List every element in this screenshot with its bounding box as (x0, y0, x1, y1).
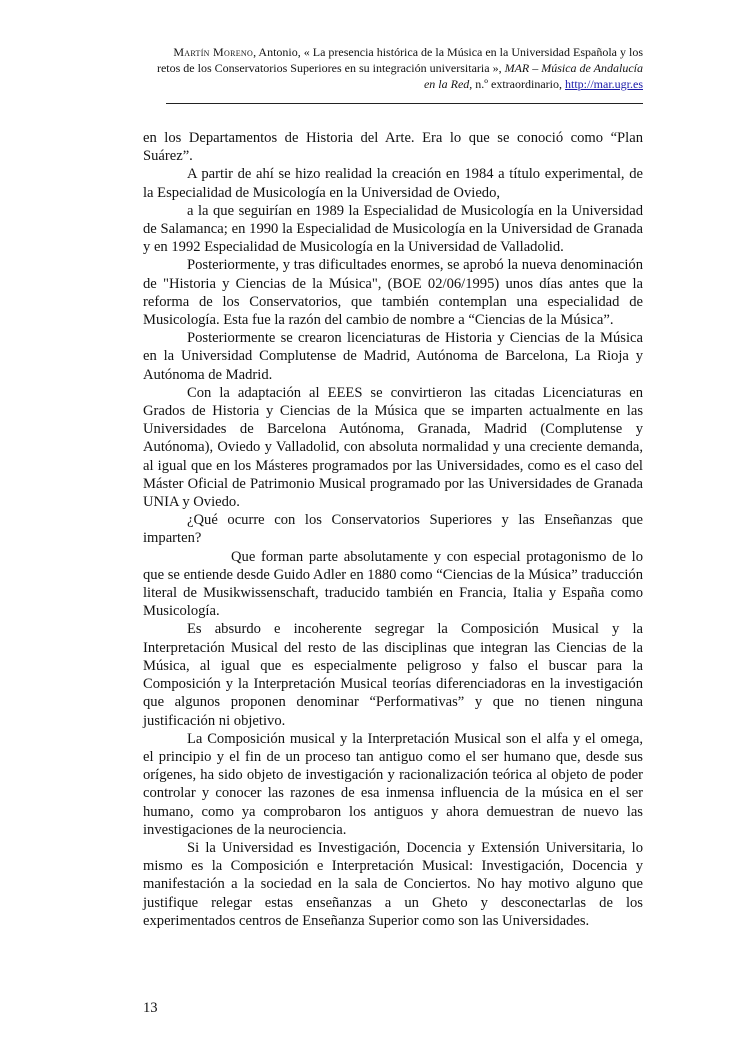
paragraph: Es absurdo e incoherente segregar la Composición Musical y la Interpretación Musical del resto de las disciplinas que integran las Ciencias de la Música, al igual que es especialmente peligroso y falso el buscar para la Composición y la Interpretación Musical teorías diferenciadoras en la investigación que algunos proponen denominar “Performativas” y que no tienen ninguna justificación ni objetivo. (143, 621, 643, 729)
header-divider (166, 103, 643, 104)
paragraph: Que forman parte absolutamente y con especial protagonismo de lo que se entiende desde Guido Adler en 1880 como “Ciencias de la Música” traducción literal de Musikwissenschaft, traducido también en Francia, Italia y España como Musicología. (143, 548, 643, 620)
header-journal: MAR – Música de Andalucía en la Red (423, 61, 643, 91)
body-text (143, 129, 643, 930)
header-url-link[interactable]: http://mar.ugr.es (565, 77, 643, 91)
running-header (150, 44, 643, 92)
paragraph: en los Departamentos de Historia del Arte. Era lo que se conoció como “Plan Suárez”. (143, 130, 643, 165)
header-citation: , Antonio, « La presencia histórica de la Música en la Universidad Española y los retos de los Conservatorios Superiores en su integración universitaria », (156, 45, 643, 75)
paragraph: La Composición musical y la Interpretación Musical son el alfa y el omega, el principio y el fin de un proceso tan antiguo como el ser humano que, desde sus orígenes, ha sido objeto de investigación y racionalización teórica al objeto de poder controlar y conocer las razones de esa inmensa influencia de la música en el ser humano, como ya comprobaron los antiguos y ahora demuestran de nuevo las investigaciones de la neurociencia. (143, 730, 643, 838)
paragraph: Con la adaptación al EEES se convirtieron las citadas Licenciaturas en Grados de Historia y Ciencias de la Música que se imparten actualmente en las Universidades de Barcelona Autónoma, Granada, Madrid (Complutense y Autónoma), Oviedo y Valladolid, con absoluta normalidad y una creciente demanda, al igual que en los Másteres programados por las Universidades, como es el caso del Máster Oficial de Patrimonio Musical programado por las Universidades de Granada UNIA y Oviedo. (143, 384, 643, 511)
header-issue: , n.º extraordinario, (469, 77, 562, 91)
paragraph: a la que seguirían en 1989 la Especialidad de Musicología en la Universidad de Salamanca; en 1990 la Especialidad de Musicología en la Universidad de Granada y en 1992 Especialidad de Musicología en la Universidad de Valladolid. (143, 202, 643, 256)
paragraph: A partir de ahí se hizo realidad la creación en 1984 a título experimental, de la Especialidad de Musicología en la Universidad de Oviedo, (143, 166, 643, 201)
page-number: 13 (143, 1000, 158, 1016)
paragraph: Si la Universidad es Investigación, Docencia y Extensión Universitaria, lo mismo es la Composición e Interpretación Musical: Investigación, Docencia y manifestación a la sociedad en la sala de Conciertos. No hay motivo alguno que justifique relegar estas enseñanzas a un Gheto y desconectarlas de los experimentados centros de Enseñanza Superior como son las Universidades. (143, 839, 643, 929)
paragraph: Posteriormente se crearon licenciaturas de Historia y Ciencias de la Música en la Universidad Complutense de Madrid, Autónoma de Barcelona, La Rioja y Autónoma de Madrid. (143, 330, 643, 383)
paragraph: Posteriormente, y tras dificultades enormes, se aprobó la nueva denominación de "Historia y Ciencias de la Música", (BOE 02/06/1995) unos días antes que la reforma de los Conservatorios, que también contemplan una especialidad de Musicología. Esta fue la razón del cambio de nombre a “Ciencias de la Música”. (143, 257, 643, 329)
header-author: Martín Moreno (173, 45, 254, 59)
paragraph: ¿Qué ocurre con los Conservatorios Superiores y las Enseñanzas que imparten? (143, 512, 643, 547)
